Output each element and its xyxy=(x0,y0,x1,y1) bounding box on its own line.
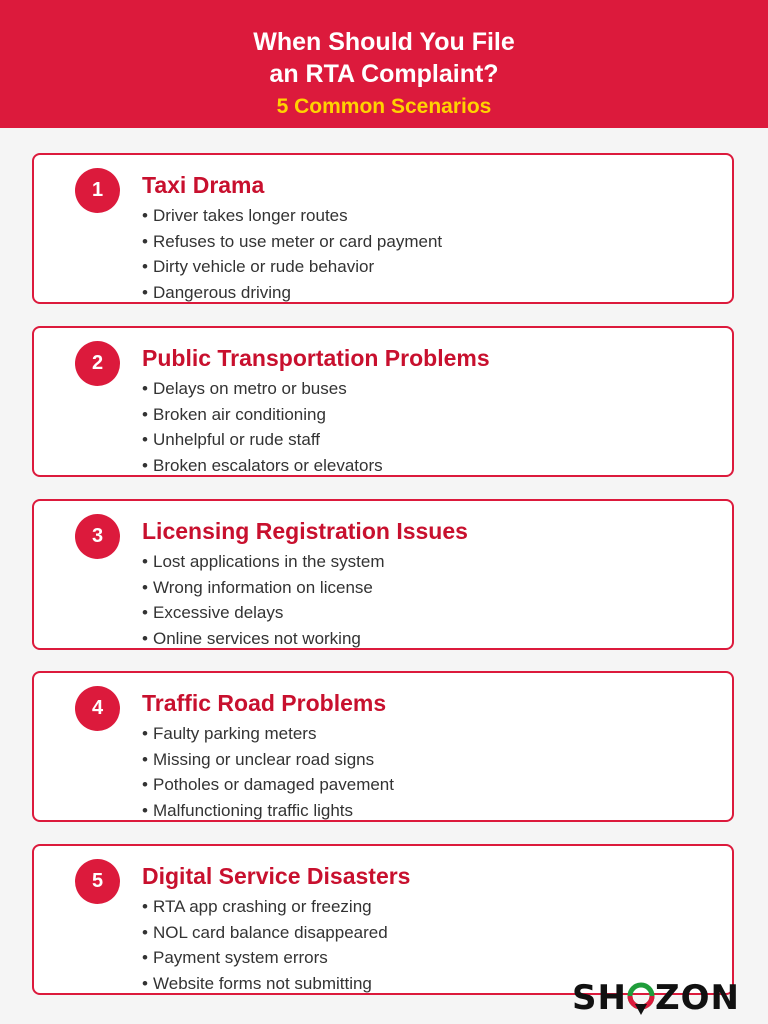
scenario-title: Digital Service Disasters xyxy=(142,863,411,889)
scenario-card-5 xyxy=(32,844,734,995)
scenario-list xyxy=(142,376,383,478)
scenario-card-3 xyxy=(32,499,734,650)
page-subtitle: 5 Common Scenarios xyxy=(276,95,492,118)
scenario-list xyxy=(142,203,442,305)
scenario-title: Public Transportation Problems xyxy=(142,345,490,371)
scenario-number-badge: 2 xyxy=(75,341,120,386)
list-item: • Unhelpful or rude staff xyxy=(142,430,320,450)
list-item: • Website forms not submitting xyxy=(142,973,372,993)
list-item: • Broken air conditioning xyxy=(142,404,326,424)
title-line-1: When Should You File xyxy=(253,28,515,56)
list-item: • Dirty vehicle or rude behavior xyxy=(142,257,375,277)
list-item: • Dangerous driving xyxy=(142,282,291,302)
list-item: • Wrong information on license xyxy=(142,577,373,597)
list-item: • Payment system errors xyxy=(142,948,328,968)
scenario-list xyxy=(142,549,385,651)
logo-text-right: ZON xyxy=(654,978,740,1018)
scenario-list xyxy=(142,894,388,996)
list-item: • Driver takes longer routes xyxy=(142,206,348,225)
location-pin-icon xyxy=(627,983,655,1013)
header-banner xyxy=(0,0,768,128)
list-item: • Lost applications in the system xyxy=(142,552,385,571)
scenario-title: Taxi Drama xyxy=(142,172,265,198)
scenario-number-badge: 1 xyxy=(75,168,120,213)
title-line-2: an RTA Complaint? xyxy=(269,60,499,88)
logo-text-left: SH xyxy=(572,978,627,1018)
list-item: • Broken escalators or elevators xyxy=(142,455,383,475)
scenario-number-badge: 3 xyxy=(75,514,120,559)
scenario-list xyxy=(142,721,394,823)
list-item: • NOL card balance disappeared xyxy=(142,922,388,942)
shozon-logo xyxy=(572,978,762,1018)
scenario-card-2 xyxy=(32,326,734,477)
list-item: • Online services not working xyxy=(142,628,361,648)
list-item: • Delays on metro or buses xyxy=(142,379,347,398)
list-item: • Refuses to use meter or card payment xyxy=(142,231,443,251)
list-item: • Excessive delays xyxy=(142,603,284,623)
page-title xyxy=(0,26,768,90)
list-item: • Potholes or damaged pavement xyxy=(142,775,394,795)
list-item: • Faulty parking meters xyxy=(142,724,317,743)
list-item: • Missing or unclear road signs xyxy=(142,749,375,769)
scenario-number-badge: 5 xyxy=(75,859,120,904)
scenario-title: Traffic Road Problems xyxy=(142,690,387,716)
list-item: • RTA app crashing or freezing xyxy=(142,897,372,916)
list-item: • Malfunctioning traffic lights xyxy=(142,800,354,820)
scenario-title: Licensing Registration Issues xyxy=(142,518,468,544)
scenario-card-1 xyxy=(32,153,734,304)
scenario-number-badge: 4 xyxy=(75,686,120,731)
scenario-card-4 xyxy=(32,671,734,822)
